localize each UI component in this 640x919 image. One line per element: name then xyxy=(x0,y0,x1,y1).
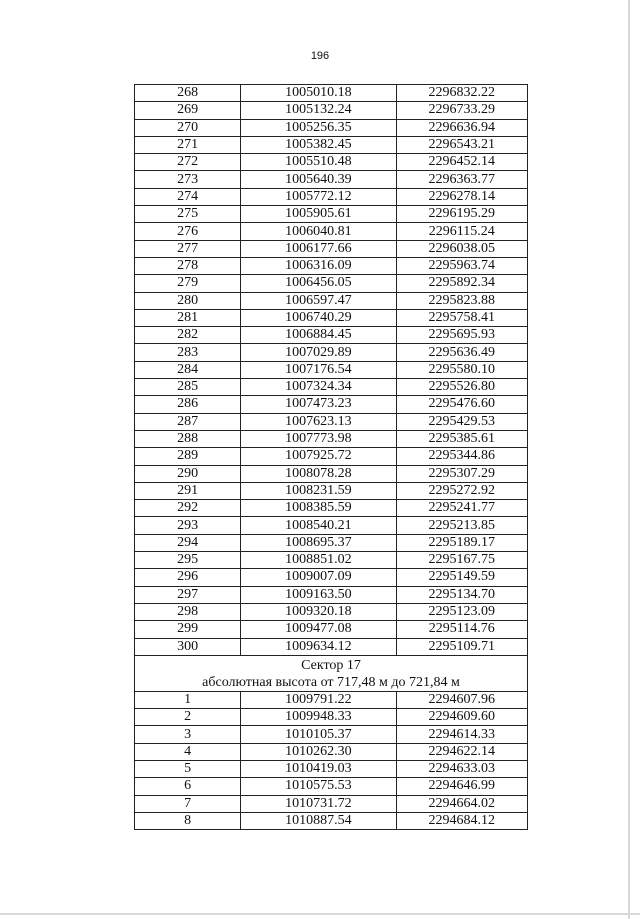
y-coordinate-cell: 2295241.77 xyxy=(396,500,527,517)
table-row xyxy=(135,534,528,551)
y-coordinate-cell: 2296115.24 xyxy=(396,223,527,240)
x-coordinate-cell: 1005510.48 xyxy=(241,154,396,171)
table-row xyxy=(135,379,528,396)
table-row xyxy=(135,240,528,257)
point-number-cell: 293 xyxy=(135,517,241,534)
y-coordinate-cell: 2296363.77 xyxy=(396,171,527,188)
x-coordinate-cell: 1006456.05 xyxy=(241,275,396,292)
point-number-cell: 281 xyxy=(135,309,241,326)
x-coordinate-cell: 1010419.03 xyxy=(241,760,396,777)
x-coordinate-cell: 1007473.23 xyxy=(241,396,396,413)
y-coordinate-cell: 2295189.17 xyxy=(396,534,527,551)
x-coordinate-cell: 1005010.18 xyxy=(241,85,396,102)
x-coordinate-cell: 1007623.13 xyxy=(241,413,396,430)
y-coordinate-cell: 2295114.76 xyxy=(396,621,527,638)
y-coordinate-cell: 2294664.02 xyxy=(396,795,527,812)
point-number-cell: 3 xyxy=(135,726,241,743)
x-coordinate-cell: 1007925.72 xyxy=(241,448,396,465)
table-row xyxy=(135,586,528,603)
y-coordinate-cell: 2295476.60 xyxy=(396,396,527,413)
y-coordinate-cell: 2296195.29 xyxy=(396,206,527,223)
y-coordinate-cell: 2296543.21 xyxy=(396,136,527,153)
table-row xyxy=(135,413,528,430)
x-coordinate-cell: 1010105.37 xyxy=(241,726,396,743)
sector-header-group xyxy=(135,655,528,691)
x-coordinate-cell: 1010887.54 xyxy=(241,812,396,829)
point-number-cell: 279 xyxy=(135,275,241,292)
point-number-cell: 280 xyxy=(135,292,241,309)
table-row xyxy=(135,517,528,534)
table-row xyxy=(135,430,528,447)
x-coordinate-cell: 1005640.39 xyxy=(241,171,396,188)
y-coordinate-cell: 2295695.93 xyxy=(396,327,527,344)
table-row xyxy=(135,396,528,413)
point-number-cell: 278 xyxy=(135,257,241,274)
y-coordinate-cell: 2295109.71 xyxy=(396,638,527,655)
y-coordinate-cell: 2295307.29 xyxy=(396,465,527,482)
point-number-cell: 286 xyxy=(135,396,241,413)
x-coordinate-cell: 1009007.09 xyxy=(241,569,396,586)
coordinates-rows-second xyxy=(135,691,528,829)
point-number-cell: 5 xyxy=(135,760,241,777)
x-coordinate-cell: 1009477.08 xyxy=(241,621,396,638)
table-row xyxy=(135,292,528,309)
x-coordinate-cell: 1008078.28 xyxy=(241,465,396,482)
table-row xyxy=(135,361,528,378)
x-coordinate-cell: 1009791.22 xyxy=(241,691,396,708)
y-coordinate-cell: 2295526.80 xyxy=(396,379,527,396)
table-row xyxy=(135,603,528,620)
y-coordinate-cell: 2294609.60 xyxy=(396,709,527,726)
y-coordinate-cell: 2295149.59 xyxy=(396,569,527,586)
x-coordinate-cell: 1009948.33 xyxy=(241,709,396,726)
point-number-cell: 295 xyxy=(135,552,241,569)
x-coordinate-cell: 1006884.45 xyxy=(241,327,396,344)
coordinates-rows-first xyxy=(135,85,528,656)
y-coordinate-cell: 2295892.34 xyxy=(396,275,527,292)
y-coordinate-cell: 2294607.96 xyxy=(396,691,527,708)
point-number-cell: 8 xyxy=(135,812,241,829)
table-row xyxy=(135,638,528,655)
point-number-cell: 271 xyxy=(135,136,241,153)
table-row xyxy=(135,309,528,326)
y-coordinate-cell: 2295758.41 xyxy=(396,309,527,326)
table-row xyxy=(135,812,528,829)
table-row xyxy=(135,482,528,499)
x-coordinate-cell: 1009634.12 xyxy=(241,638,396,655)
table-row xyxy=(135,85,528,102)
sector-title: Сектор 17 xyxy=(301,657,361,673)
point-number-cell: 284 xyxy=(135,361,241,378)
x-coordinate-cell: 1005905.61 xyxy=(241,206,396,223)
y-coordinate-cell: 2295134.70 xyxy=(396,586,527,603)
page-edge-bottom xyxy=(0,913,640,915)
table-row xyxy=(135,136,528,153)
y-coordinate-cell: 2295580.10 xyxy=(396,361,527,378)
sector-altitude-range: абсолютная высота от 717,48 м до 721,84 м xyxy=(202,674,460,690)
y-coordinate-cell: 2295636.49 xyxy=(396,344,527,361)
y-coordinate-cell: 2295272.92 xyxy=(396,482,527,499)
y-coordinate-cell: 2296278.14 xyxy=(396,188,527,205)
table-row xyxy=(135,743,528,760)
page-edge-right xyxy=(628,0,630,919)
table-row xyxy=(135,154,528,171)
x-coordinate-cell: 1005132.24 xyxy=(241,102,396,119)
y-coordinate-cell: 2295385.61 xyxy=(396,430,527,447)
x-coordinate-cell: 1006316.09 xyxy=(241,257,396,274)
table-row xyxy=(135,726,528,743)
x-coordinate-cell: 1008540.21 xyxy=(241,517,396,534)
sector-header-row xyxy=(135,655,528,691)
y-coordinate-cell: 2294614.33 xyxy=(396,726,527,743)
point-number-cell: 277 xyxy=(135,240,241,257)
point-number-cell: 269 xyxy=(135,102,241,119)
x-coordinate-cell: 1008695.37 xyxy=(241,534,396,551)
y-coordinate-cell: 2294684.12 xyxy=(396,812,527,829)
x-coordinate-cell: 1007324.34 xyxy=(241,379,396,396)
x-coordinate-cell: 1007176.54 xyxy=(241,361,396,378)
table-row xyxy=(135,465,528,482)
x-coordinate-cell: 1008851.02 xyxy=(241,552,396,569)
x-coordinate-cell: 1005772.12 xyxy=(241,188,396,205)
x-coordinate-cell: 1006740.29 xyxy=(241,309,396,326)
table-row xyxy=(135,795,528,812)
x-coordinate-cell: 1009320.18 xyxy=(241,603,396,620)
sector-header-cell xyxy=(135,655,528,691)
x-coordinate-cell: 1006177.66 xyxy=(241,240,396,257)
table-row xyxy=(135,188,528,205)
point-number-cell: 7 xyxy=(135,795,241,812)
table-row xyxy=(135,206,528,223)
x-coordinate-cell: 1010731.72 xyxy=(241,795,396,812)
point-number-cell: 4 xyxy=(135,743,241,760)
point-number-cell: 272 xyxy=(135,154,241,171)
y-coordinate-cell: 2296038.05 xyxy=(396,240,527,257)
point-number-cell: 273 xyxy=(135,171,241,188)
table-row xyxy=(135,778,528,795)
table-row xyxy=(135,119,528,136)
y-coordinate-cell: 2294646.99 xyxy=(396,778,527,795)
table-row xyxy=(135,171,528,188)
x-coordinate-cell: 1008385.59 xyxy=(241,500,396,517)
table-row xyxy=(135,275,528,292)
y-coordinate-cell: 2295213.85 xyxy=(396,517,527,534)
y-coordinate-cell: 2296832.22 xyxy=(396,85,527,102)
x-coordinate-cell: 1010262.30 xyxy=(241,743,396,760)
point-number-cell: 6 xyxy=(135,778,241,795)
point-number-cell: 287 xyxy=(135,413,241,430)
table-row xyxy=(135,552,528,569)
point-number-cell: 288 xyxy=(135,430,241,447)
table-row xyxy=(135,327,528,344)
y-coordinate-cell: 2295963.74 xyxy=(396,257,527,274)
point-number-cell: 291 xyxy=(135,482,241,499)
table-row xyxy=(135,500,528,517)
table-row xyxy=(135,691,528,708)
table-row xyxy=(135,709,528,726)
y-coordinate-cell: 2296636.94 xyxy=(396,119,527,136)
point-number-cell: 282 xyxy=(135,327,241,344)
y-coordinate-cell: 2296452.14 xyxy=(396,154,527,171)
point-number-cell: 297 xyxy=(135,586,241,603)
table-row xyxy=(135,760,528,777)
x-coordinate-cell: 1006040.81 xyxy=(241,223,396,240)
point-number-cell: 290 xyxy=(135,465,241,482)
y-coordinate-cell: 2295167.75 xyxy=(396,552,527,569)
x-coordinate-cell: 1007029.89 xyxy=(241,344,396,361)
point-number-cell: 285 xyxy=(135,379,241,396)
x-coordinate-cell: 1005382.45 xyxy=(241,136,396,153)
point-number-cell: 276 xyxy=(135,223,241,240)
x-coordinate-cell: 1005256.35 xyxy=(241,119,396,136)
table-row xyxy=(135,257,528,274)
table-row xyxy=(135,344,528,361)
point-number-cell: 296 xyxy=(135,569,241,586)
table-row xyxy=(135,569,528,586)
point-number-cell: 300 xyxy=(135,638,241,655)
point-number-cell: 283 xyxy=(135,344,241,361)
x-coordinate-cell: 1007773.98 xyxy=(241,430,396,447)
point-number-cell: 298 xyxy=(135,603,241,620)
point-number-cell: 275 xyxy=(135,206,241,223)
point-number-cell: 268 xyxy=(135,85,241,102)
point-number-cell: 274 xyxy=(135,188,241,205)
point-number-cell: 294 xyxy=(135,534,241,551)
y-coordinate-cell: 2295123.09 xyxy=(396,603,527,620)
table-row xyxy=(135,223,528,240)
table-row xyxy=(135,621,528,638)
coordinates-table xyxy=(134,84,528,830)
x-coordinate-cell: 1010575.53 xyxy=(241,778,396,795)
y-coordinate-cell: 2294633.03 xyxy=(396,760,527,777)
point-number-cell: 299 xyxy=(135,621,241,638)
table-row xyxy=(135,102,528,119)
point-number-cell: 270 xyxy=(135,119,241,136)
x-coordinate-cell: 1008231.59 xyxy=(241,482,396,499)
y-coordinate-cell: 2295429.53 xyxy=(396,413,527,430)
table-row xyxy=(135,448,528,465)
y-coordinate-cell: 2294622.14 xyxy=(396,743,527,760)
x-coordinate-cell: 1006597.47 xyxy=(241,292,396,309)
point-number-cell: 1 xyxy=(135,691,241,708)
y-coordinate-cell: 2296733.29 xyxy=(396,102,527,119)
y-coordinate-cell: 2295823.88 xyxy=(396,292,527,309)
point-number-cell: 289 xyxy=(135,448,241,465)
y-coordinate-cell: 2295344.86 xyxy=(396,448,527,465)
point-number-cell: 292 xyxy=(135,500,241,517)
x-coordinate-cell: 1009163.50 xyxy=(241,586,396,603)
point-number-cell: 2 xyxy=(135,709,241,726)
page-number: 196 xyxy=(310,50,330,62)
